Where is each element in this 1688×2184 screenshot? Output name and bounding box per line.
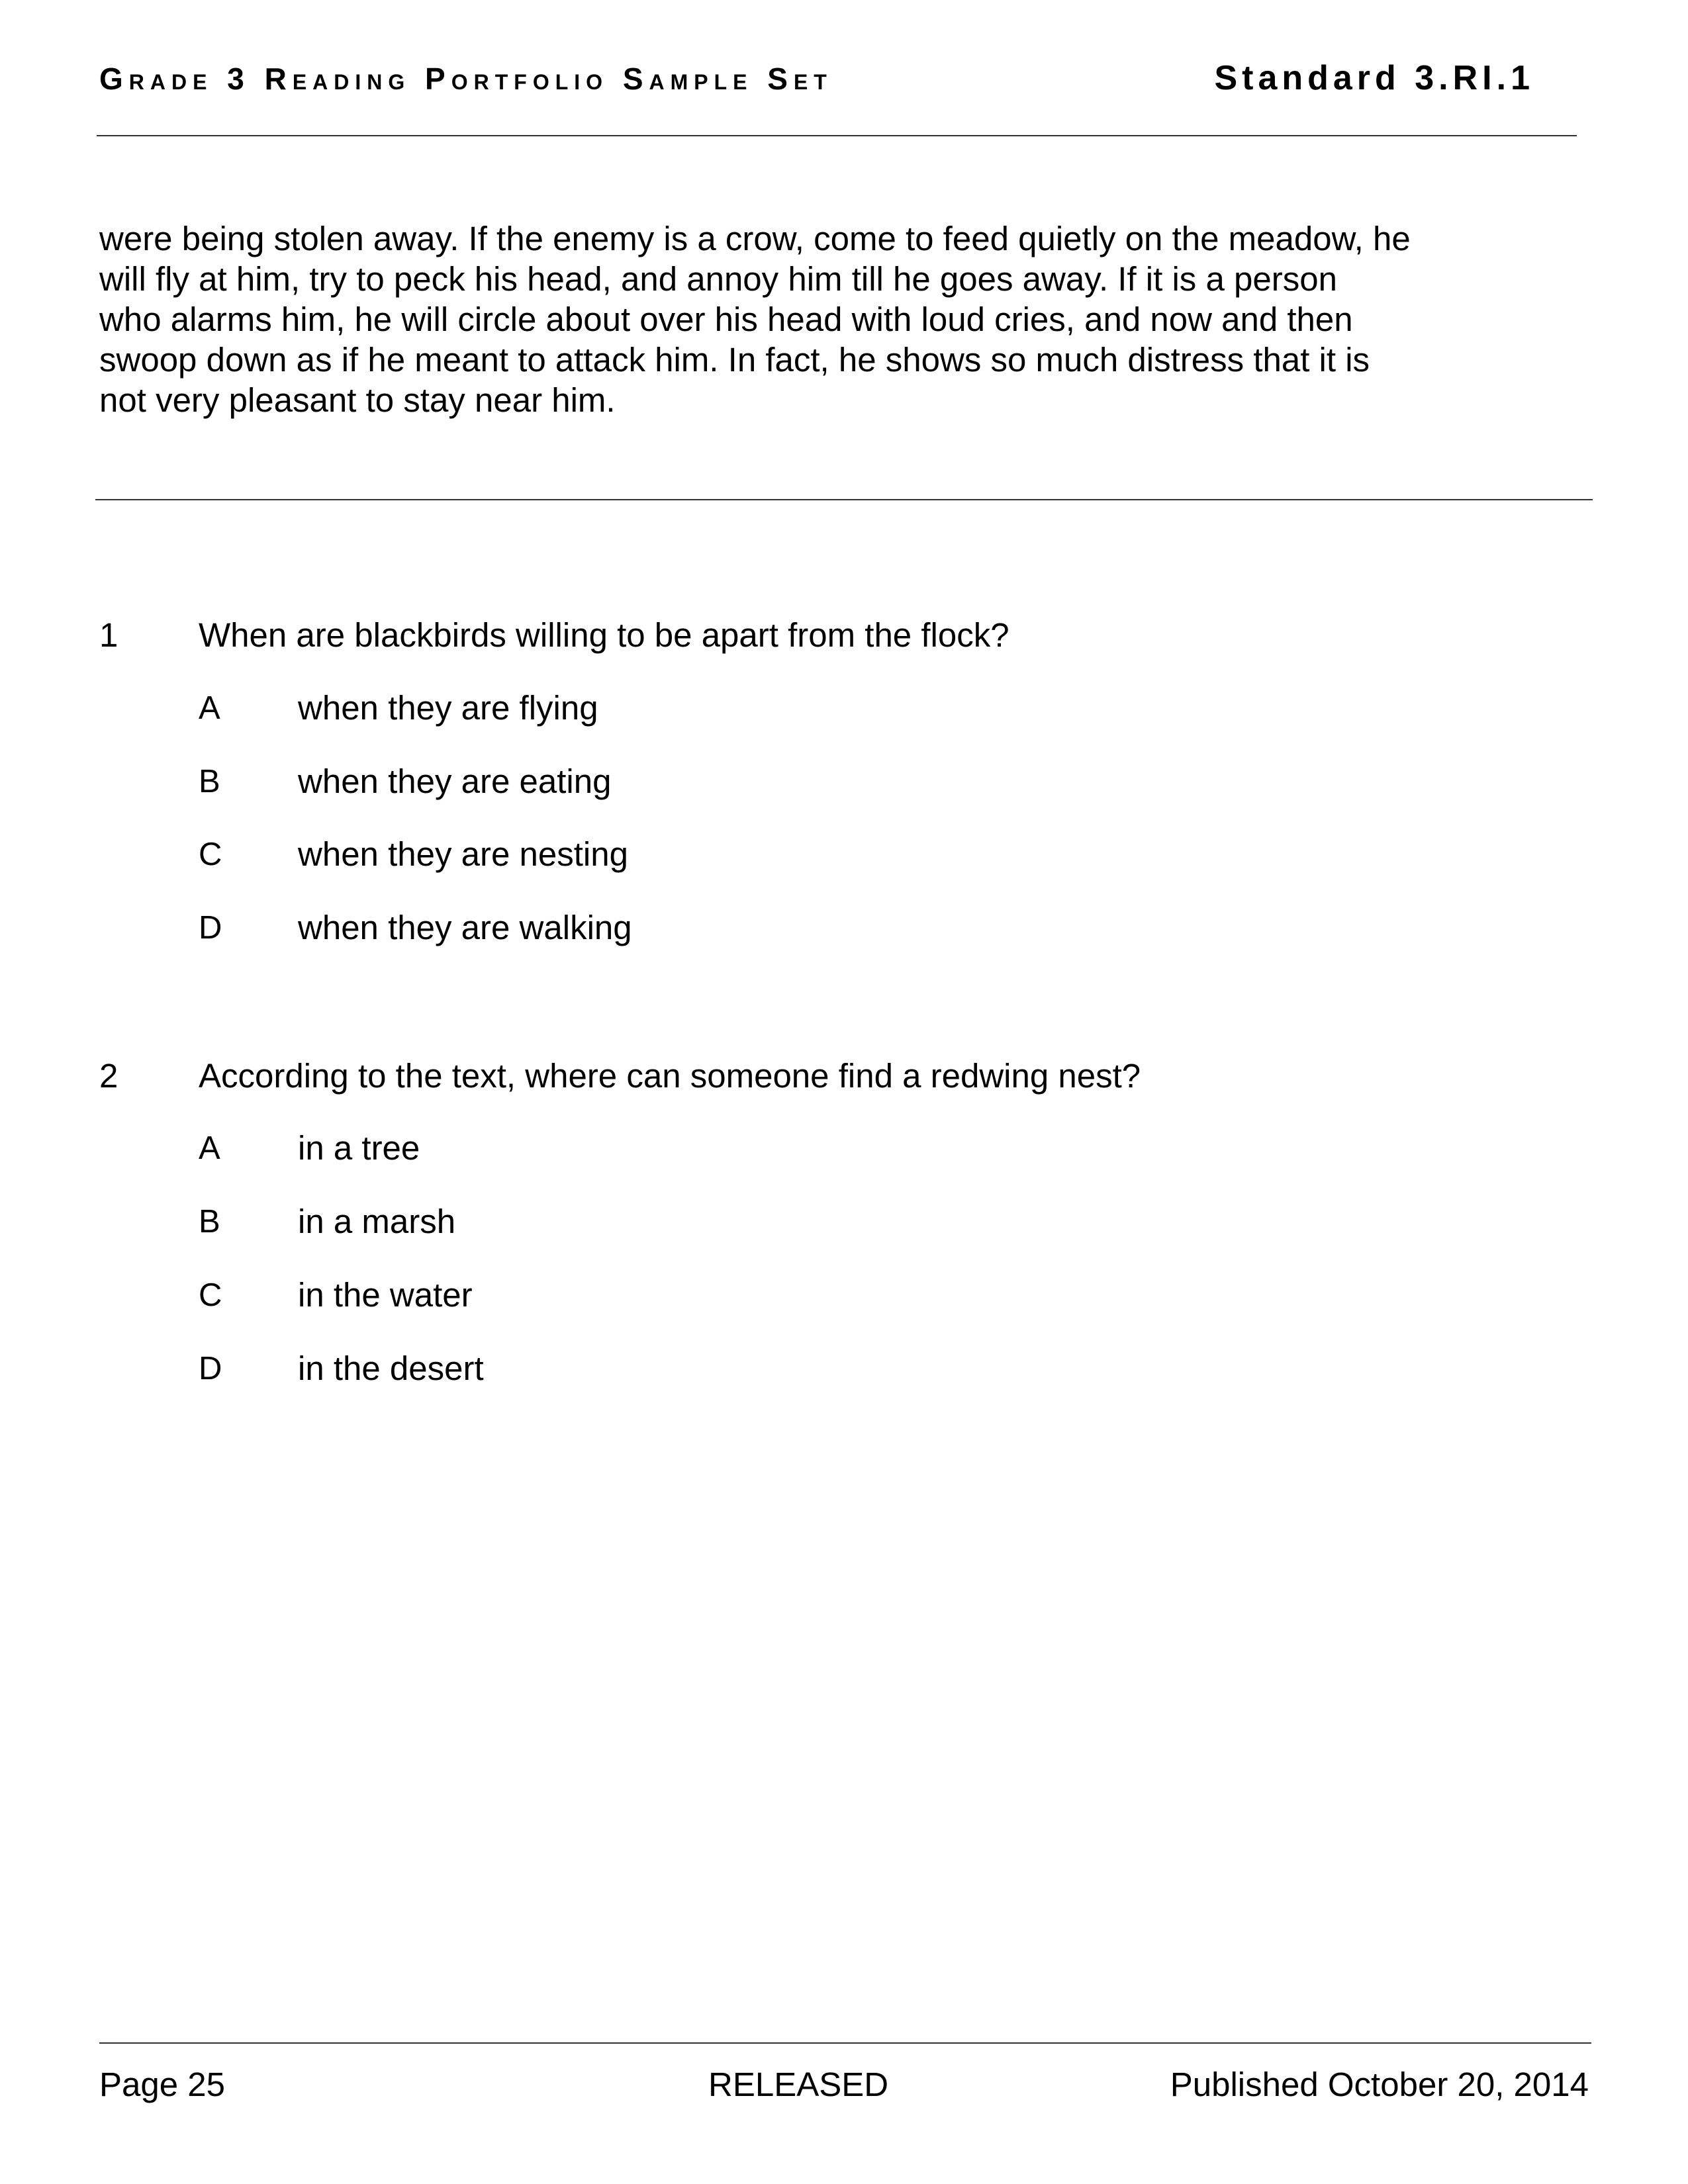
option-text: when they are nesting <box>298 835 628 873</box>
passage-line: not very pleasant to stay near him. <box>99 381 616 419</box>
release-status: RELEASED <box>708 2066 889 2103</box>
passage-text <box>99 218 1595 420</box>
option-text: in the desert <box>298 1349 484 1387</box>
option-text: when they are flying <box>298 689 598 727</box>
option-letter: B <box>199 764 220 799</box>
question-number: 2 <box>99 1057 118 1095</box>
option-text: in the water <box>298 1276 473 1314</box>
publish-date: Published October 20, 2014 <box>1170 2066 1589 2103</box>
option-letter: D <box>199 1351 222 1387</box>
passage-line: will fly at him, try to peck his head, and annoy him till he goes away. If it is a person <box>99 260 1337 298</box>
header-divider <box>97 135 1577 136</box>
standard-label: Standard 3.RI.1 <box>1214 59 1534 97</box>
question-number: 1 <box>99 616 118 654</box>
passage-line: swoop down as if he meant to attack him. In fact, he shows so much distress that it is <box>99 341 1370 379</box>
passage-line: were being stolen away. If the enemy is a crow, come to feed quietly on the meadow, he <box>99 220 1411 257</box>
option-text: when they are walking <box>298 909 632 946</box>
footer-divider <box>99 2042 1591 2044</box>
passage-divider <box>95 499 1593 500</box>
option-text: in a marsh <box>298 1203 456 1240</box>
option-letter: C <box>199 1277 222 1313</box>
option-letter: A <box>199 690 220 726</box>
option-text: in a tree <box>298 1129 420 1167</box>
document-title: Grade 3 Reading Portfolio Sample Set <box>99 62 833 96</box>
option-text: when they are eating <box>298 762 612 800</box>
option-letter: B <box>199 1204 220 1240</box>
option-letter: D <box>199 910 222 946</box>
option-letter: C <box>199 837 222 872</box>
passage-line: who alarms him, he will circle about over his head with loud cries, and now and then <box>99 300 1353 338</box>
option-letter: A <box>199 1130 220 1166</box>
question-stem: According to the text, where can someone find a redwing nest? <box>199 1057 1141 1095</box>
question-stem: When are blackbirds willing to be apart from the flock? <box>199 616 1009 654</box>
page-number: Page 25 <box>99 2066 226 2103</box>
